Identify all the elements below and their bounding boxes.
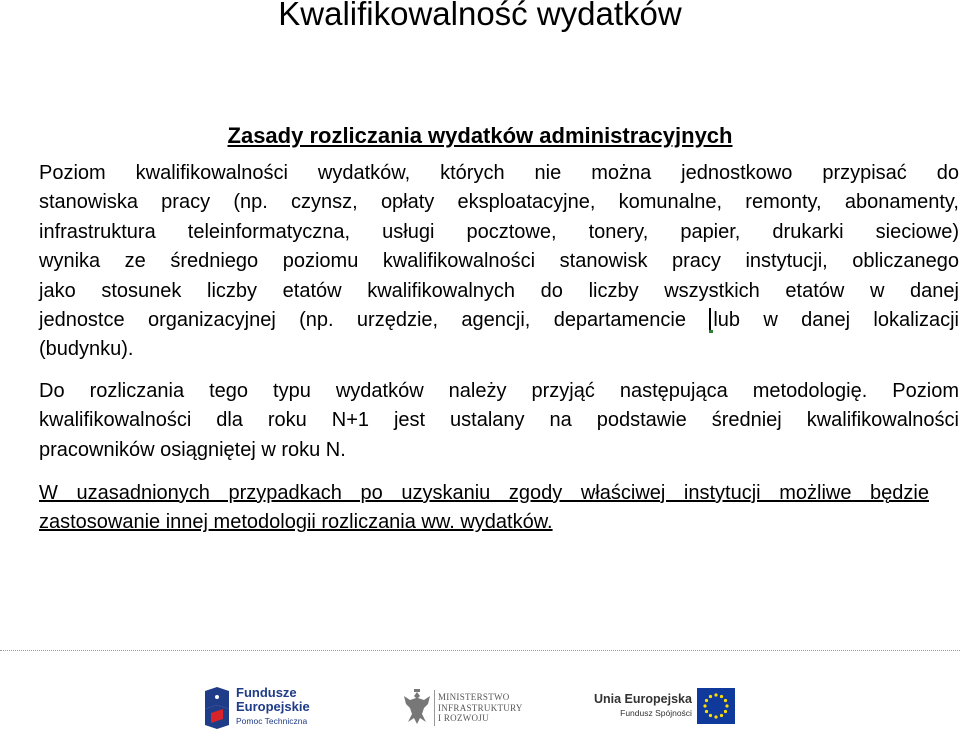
ministry-logo-line: I ROZWOJU [438,713,489,723]
eu-logo-text [594,692,692,720]
fe-logo-subline: Pomoc Techniczna [236,716,308,726]
text-line: W uzasadnionych przypadkach po uzyskaniu zgody właściwej instytucji możliwe będzie [39,482,929,504]
ministry-logo-line: MINISTERSTWO [438,692,510,702]
text-line: Poziom kwalifikowalności wydatków, których nie można jednostkowo przypisać do [39,162,959,184]
eu-logo-subline: Fundusz Spójności [620,708,692,718]
footer-divider [0,650,960,651]
text-line: wynika ze średniego poziomu kwalifikowalności stanowisk pracy instytucji, obliczanego [39,250,959,273]
text-line: kwalifikowalności dla roku N+1 jest ustalany na podstawie średniej kwalifikowalności [39,409,959,432]
eu-logo [594,688,744,728]
fe-logo-line: Fundusze [236,685,297,700]
paragraph-qualification-level [39,159,959,365]
text-line: infrastruktura teleinformatyczna, usługi pocztowe, tonery, papier, drukarki sieciowe) [39,220,959,243]
ministry-logo-text [438,692,523,724]
section-subtitle: Zasady rozliczania wydatków administracyjnych [227,123,733,148]
ministry-logo-divider [434,690,435,726]
paragraph-alternative-methodology [39,479,959,538]
paragraph-methodology [39,377,959,465]
eu-flag-icon [697,688,735,724]
ministry-logo [402,688,532,734]
text-segment: lub w danej lokalizacji [713,309,960,332]
text-line: Do rozliczania tego typu wydatków należy przyjąć następująca metodologię. Poziom [39,380,959,402]
text-line: jako stosunek liczby etatów kwalifikowalnych do liczby wszystkich etatów w danej [39,279,959,302]
text-line: zastosowanie innej metodologii rozliczania ww. wydatków. [39,511,553,534]
text-cursor-icon [709,308,711,330]
text-line: (budynku). [39,338,134,361]
text-line: pracowników osiągniętej w roku N. [39,438,346,461]
fe-logo-line: Europejskie [236,699,310,714]
ministry-logo-line: INFRASTRUKTURY [438,702,523,713]
fundusze-europejskie-logo [203,683,323,735]
fe-logo-text [236,686,310,728]
eu-logo-line: Unia Europejska [594,692,692,706]
text-line: stanowiska pracy (np. czynsz, opłaty eksploatacyjne, komunalne, remonty, abonamenty, [39,191,959,214]
text-segment: jednostce organizacyjnej (np. urzędzie, agencji, departamencie [39,309,710,332]
page-title: Kwalifikowalność wydatków [278,0,682,32]
eagle-icon [402,688,432,728]
fe-emblem-icon [203,685,231,729]
text-line [39,306,959,335]
